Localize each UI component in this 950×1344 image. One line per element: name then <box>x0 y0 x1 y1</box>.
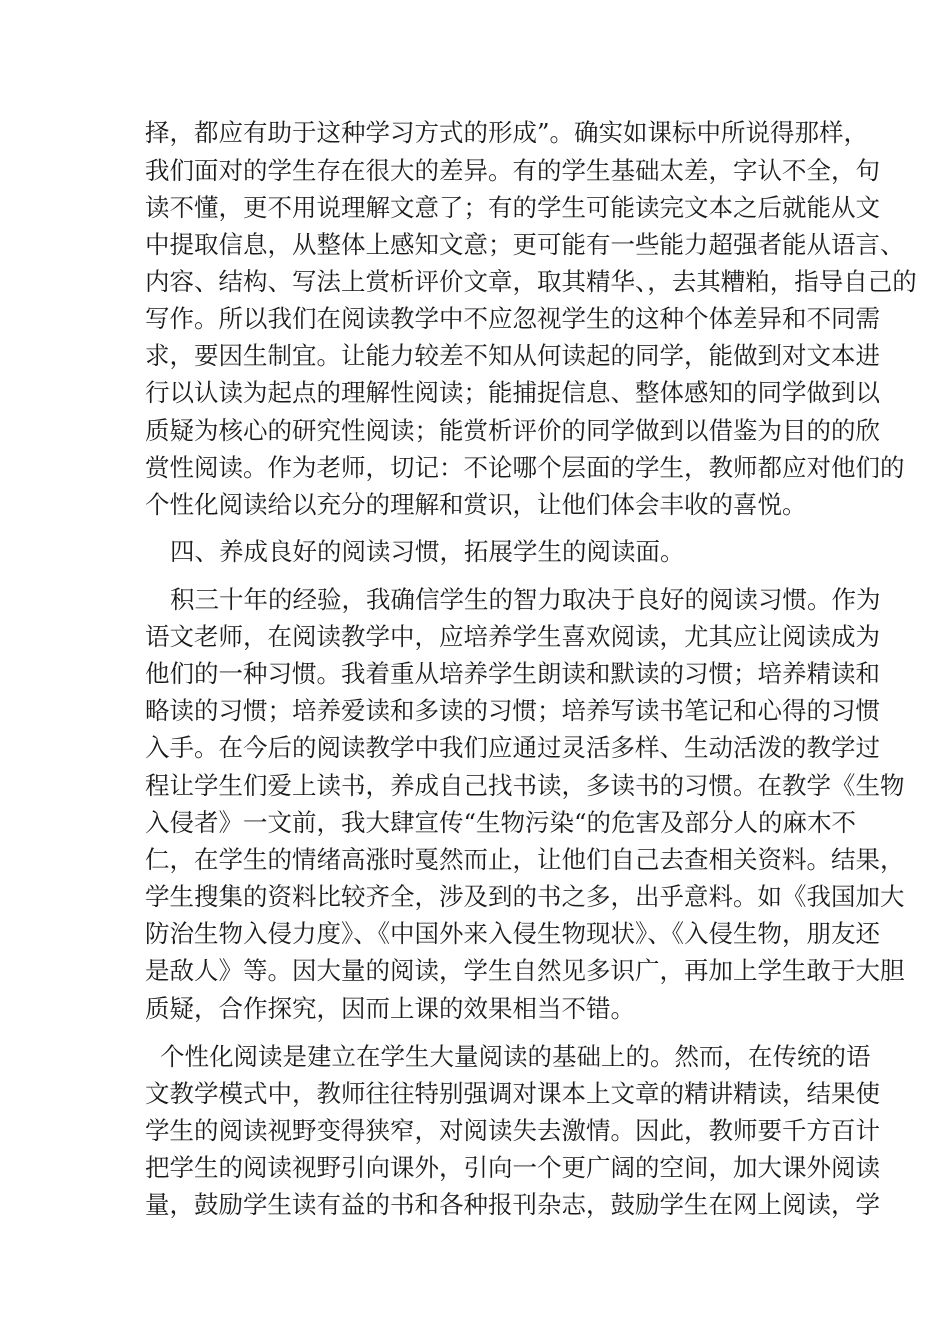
text-line: 质疑，合作探究，因而上课的效果相当不错。 <box>145 994 635 1023</box>
text-line: 质疑为核心的研究性阅读；能赏析评价的同学做到以借鉴为目的的欣 <box>145 416 880 445</box>
text-line: 求，要因生制宜。让能力较差不知从何读起的同学，能做到对文本进 <box>145 341 880 370</box>
text-line: 程让学生们爱上读书，养成自己找书读，多读书的习惯。在教学《生物 <box>145 771 905 800</box>
text-line: 仁，在学生的情绪高涨时戛然而止，让他们自己去查相关资料。结果， <box>145 845 905 874</box>
text-line: 学生的阅读视野变得狭窄，对阅读失去激情。因此，教师要千方百计 <box>145 1116 880 1145</box>
text-line: 行以认读为起点的理解性阅读；能捕捉信息、整体感知的同学做到以 <box>145 378 880 407</box>
text-line: 是敌人》等。因大量的阅读，学生自然见多识广，再加上学生敢于大胆 <box>145 956 905 985</box>
text-line: 入侵者》一文前，我大肆宣传“生物污染“的危害及部分人的麻木不 <box>145 808 857 837</box>
text-line: 略读的习惯；培养爱读和多读的习惯；培养写读书笔记和心得的习惯 <box>145 696 880 725</box>
text-line: 个性化阅读是建立在学生大量阅读的基础上的。然而，在传统的语 <box>160 1042 871 1071</box>
text-line: 把学生的阅读视野引向课外，引向一个更广阔的空间，加大课外阅读 <box>145 1153 880 1182</box>
text-line: 防治生物入侵力度》、《中国外来入侵生物现状》、《入侵生物，朋友还 <box>145 919 880 948</box>
section-heading: 四、养成良好的阅读习惯，拓展学生的阅读面。 <box>170 537 685 566</box>
text-line: 他们的一种习惯。我着重从培养学生朗读和默读的习惯；培养精读和 <box>145 659 880 688</box>
text-line: 文教学模式中，教师往往特别强调对课本上文章的精讲精读，结果使 <box>145 1079 880 1108</box>
text-line: 学生搜集的资料比较齐全，涉及到的书之多，出乎意料。如《我国加大 <box>145 882 905 911</box>
text-line: 我们面对的学生存在很大的差异。有的学生基础太差，字认不全，句 <box>145 156 880 185</box>
text-line: 中提取信息，从整体上感知文意；更可能有一些能力超强者能从语言、 <box>145 230 905 259</box>
text-line: 写作。所以我们在阅读教学中不应忽视学生的这种个体差异和不同需 <box>145 304 880 333</box>
text-line: 语文老师，在阅读教学中，应培养学生喜欢阅读，尤其应让阅读成为 <box>145 622 880 651</box>
text-line: 赏性阅读。作为老师，切记：不论哪个层面的学生，教师都应对他们的 <box>145 453 905 482</box>
text-line: 个性化阅读给以充分的理解和赏识，让他们体会丰收的喜悦。 <box>145 490 807 519</box>
text-line: 择，都应有助于这种学习方式的形成”。确实如课标中所说得那样， <box>145 118 869 147</box>
text-line: 积三十年的经验，我确信学生的智力取决于良好的阅读习惯。作为 <box>170 585 881 614</box>
text-line: 量，鼓励学生读有益的书和各种报刊杂志，鼓励学生在网上阅读，学 <box>145 1190 880 1219</box>
text-line: 内容、结构、写法上赏析评价文章，取其精华、，去其糟粕，指导自己的 <box>145 267 917 296</box>
text-line: 入手。在今后的阅读教学中我们应通过灵活多样、生动活泼的教学过 <box>145 733 880 762</box>
text-line: 读不懂，更不用说理解文意了；有的学生可能读完文本之后就能从文 <box>145 193 880 222</box>
